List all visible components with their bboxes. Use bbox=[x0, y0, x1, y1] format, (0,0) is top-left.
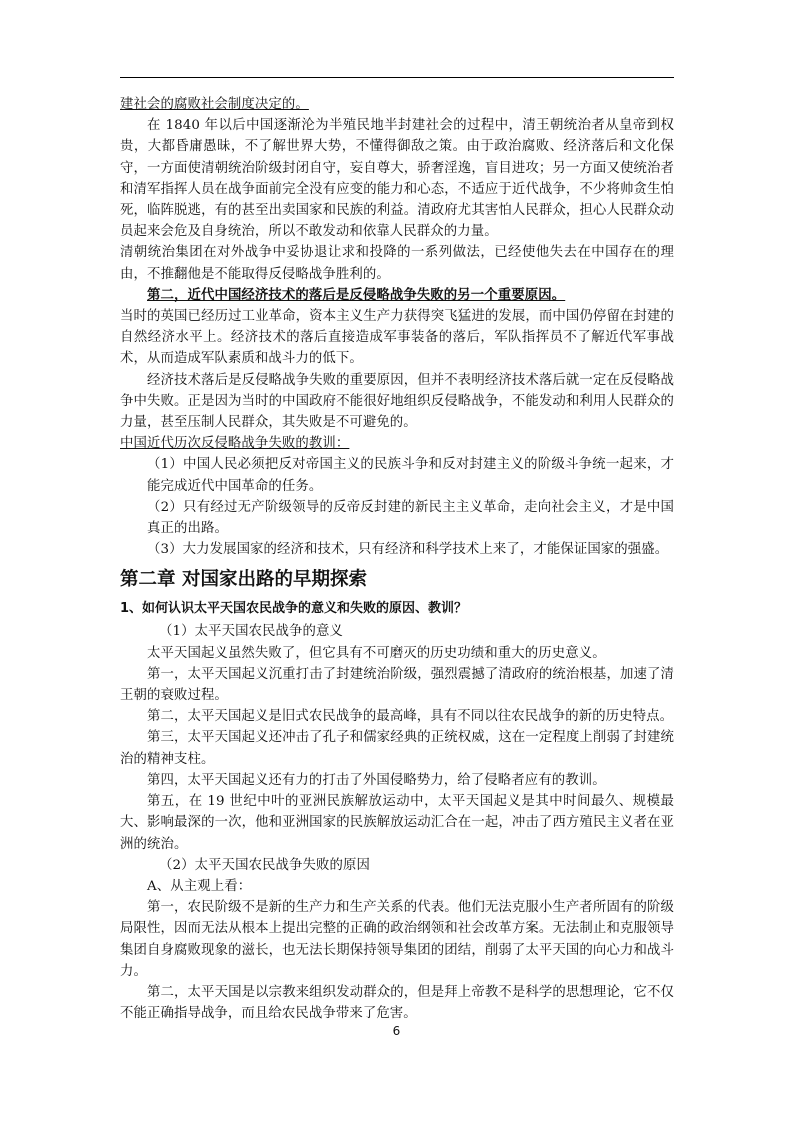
section1-para-first: 第一，太平天国起义沉重打击了封建统治阶级，强烈震撼了清政府的统治根基，加速了清王朝的衰败过程。 bbox=[120, 666, 674, 704]
section1-title: （1）太平天国农民战争的意义 bbox=[159, 624, 343, 640]
section2-para-first: 第一，农民阶级不是新的生产力和生产关系的代表。他们无法克服小生产者所固有的阶级局限性，因而无法从根本上提出完整的正确的政治纲领和社会改革方案。无法制止和克服领导集团自身腐败现象的滋长，也无法长期保持领导集团的团结，削弱了太平天国的向心力和战斗力。 bbox=[120, 900, 674, 979]
section2-para-second: 第二，太平天国是以宗教来组织发动群众的，但是拜上帝教不是科学的思想理论，它不仅不能正确指导战争，而且给农民战争带来了危害。 bbox=[120, 984, 674, 1022]
paragraph-economic-tech: 经济技术落后是反侵略战争失败的重要原因，但并不表明经济技术落后就一定在反侵略战争中失败。正是因为当时的中国政府不能很好地组织反侵略战争，不能发动和利用人民群众的力量，甚至压制人民群众，其失败是不可避免的。 bbox=[120, 372, 674, 431]
lesson-item-3: （3）大力发展国家的经济和技术，只有经济和科学技术上来了，才能保证国家的强盛。 bbox=[147, 542, 669, 558]
section2-title: （2）太平天国农民战争失败的原因 bbox=[159, 857, 370, 873]
heading-second-reason: 第二，近代中国经济技术的落后是反侵略战争失败的另一个重要原因。 bbox=[147, 286, 566, 303]
page-number: 6 bbox=[392, 1024, 401, 1038]
heading-lessons: 中国近代历次反侵略战争失败的教训： bbox=[120, 436, 350, 452]
header-rule bbox=[120, 77, 674, 78]
section1-para-intro: 太平天国起义虽然失败了，但它具有不可磨灭的历史功绩和重大的历史意义。 bbox=[147, 645, 606, 661]
question-heading: 1、如何认识太平天国农民战争的意义和失败的原因、教训？ bbox=[120, 601, 468, 617]
paragraph-qing-conclusion: 清朝统治集团在对外战争中妥协退让求和投降的一系列做法，已经使他失去在中国存在的理由，不推翻他是不能取得反侵略战争胜利的。 bbox=[120, 245, 674, 282]
chapter-title: 第二章 对国家出路的早期探索 bbox=[120, 569, 367, 591]
section2-subheading: A、从主观上看： bbox=[147, 878, 252, 894]
section1-para-fifth: 第五，在 19 世纪中叶的亚洲民族解放运动中，太平天国起义是其中时间最久、规模最大、影响最深的一次，他和亚洲国家的民族解放运动汇合在一起，冲击了西方殖民主义者在亚洲的统治。 bbox=[120, 794, 674, 852]
section1-para-second: 第二，太平天国起义是旧式农民战争的最高峰，具有不同以往农民战争的新的历史特点。 bbox=[147, 709, 674, 725]
paragraph-continuation: 建社会的腐败社会制度决定的。 bbox=[120, 97, 309, 112]
paragraph-britain: 当时的英国已经历过工业革命，资本主义生产力获得突飞猛进的发展，而中国仍停留在封建的自然经济水平上。经济技术的落后直接造成军事装备的落后，军队指挥员不了解近代军事战术，从而造成军队素质和战斗力的低下。 bbox=[120, 309, 674, 367]
section1-para-fourth: 第四，太平天国起义还有力的打击了外国侵略势力，给了侵略者应有的教训。 bbox=[147, 772, 606, 788]
page-content bbox=[120, 94, 674, 1024]
lesson-item-2: （2）只有经过无产阶级领导的反帝反封建的新民主主义革命，走向社会主义，才是中国真正的出路。 bbox=[147, 499, 674, 537]
section1-para-third: 第三，太平天国起义还冲击了孔子和儒家经典的正统权威，这在一定程度上削弱了封建统治的精神支柱。 bbox=[120, 730, 674, 767]
lesson-item-1: （1）中国人民必须把反对帝国主义的民族斗争和反对封建主义的阶级斗争统一起来，才能完成近代中国革命的任务。 bbox=[147, 457, 674, 494]
paragraph-qing-rulers: 在 1840 年以后中国逐渐沦为半殖民地半封建社会的过程中，清王朝统治者从皇帝到权贵，大都昏庸愚昧，不了解世界大势，不懂得御敌之策。由于政治腐败、经济落后和文化保守，一方面使清朝统治阶级封闭自守，妄自尊大，骄奢淫逸，盲目进攻；另一方面又使统治者和清军指挥人员在战争面前完全没有应变的能力和心态，不适应于近代战争，不少将帅贪生怕死，临阵脱逃，有的甚至出卖国家和民族的利益。清政府尤其害怕人民群众，担心人民群众动员起来会危及自身统治，所以不敢发动和依靠人民群众的力量。 bbox=[120, 118, 674, 240]
